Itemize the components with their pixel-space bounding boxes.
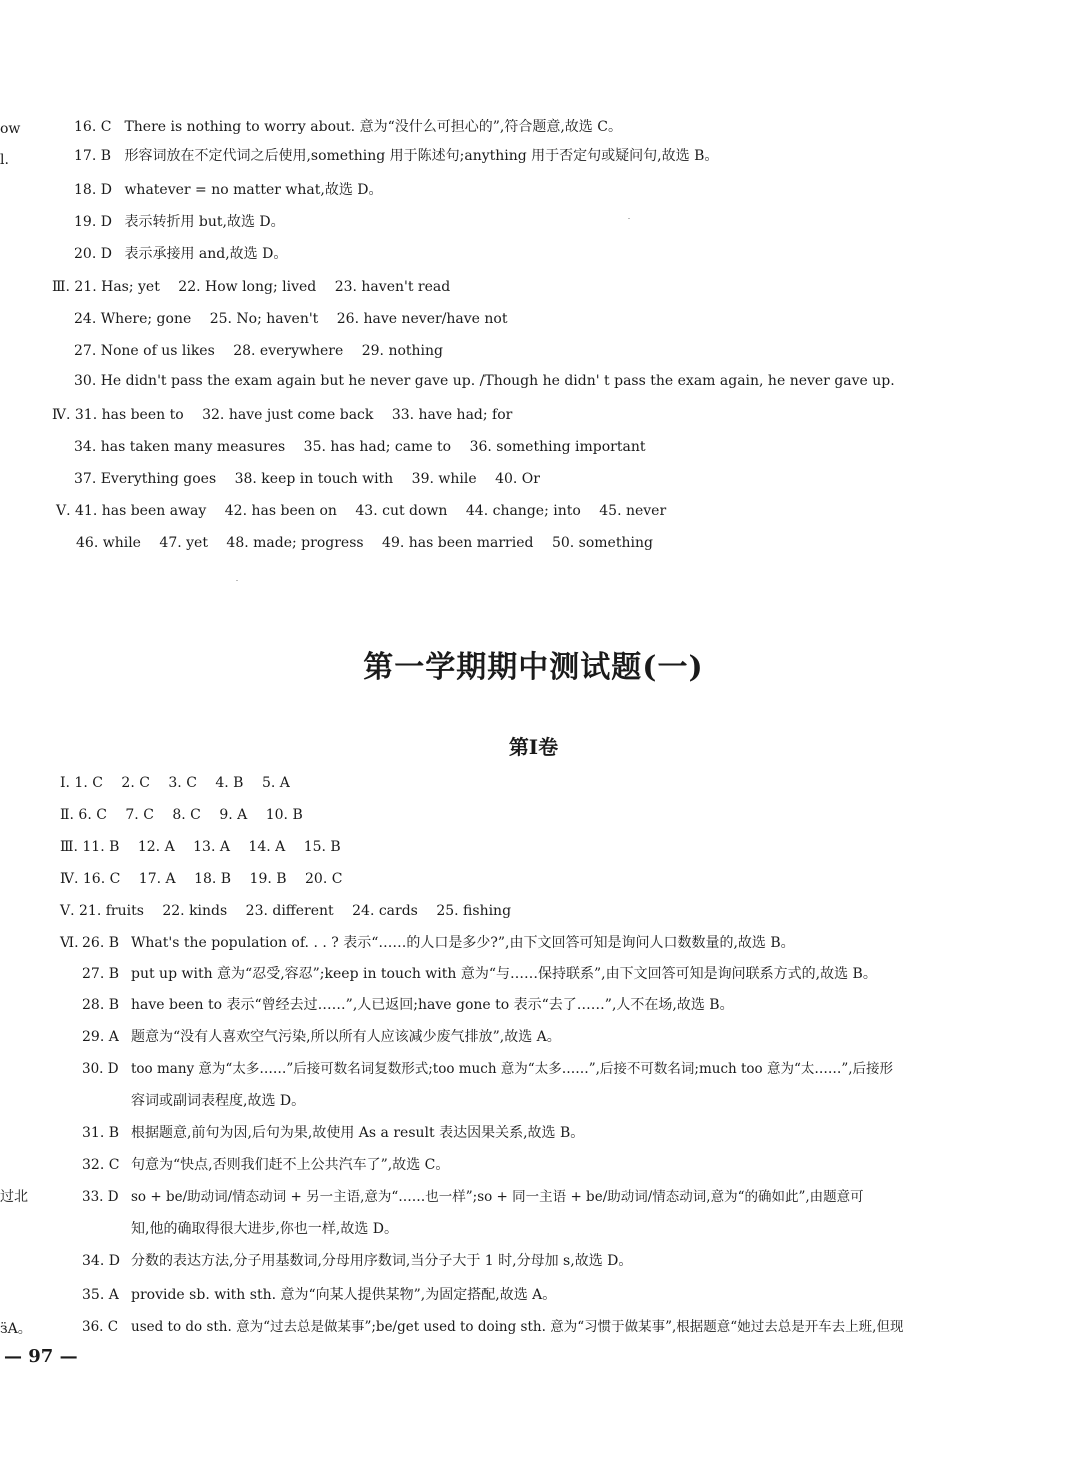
answer-item: 20. D 表示承接用 and,故选 D。 xyxy=(74,246,288,262)
explanation-item: 27. B put up with 意为“忍受,容忍”;keep in touch with 意为“与……保持联系”,由下文回答可知是询问联系方式的,故选 B。 xyxy=(82,966,877,982)
explanation-item: 34. D 分数的表达方法,分子用基数词,分母用序数词,当分子大于 1 时,分母加 s,故选 D。 xyxy=(82,1253,633,1269)
answer-line: 37. Everything goes 38. keep in touch with 39. while 40. Or xyxy=(74,471,540,487)
explanation-item: Ⅵ. 26. B What's the population of. . . ? 表示“……的人口是多少?”,由下文回答可知是询问人口数数量的,故选 B。 xyxy=(60,935,795,951)
explanation-item: 29. A 题意为“没有人喜欢空气污染,所以所有人应该减少废气排放”,故选 A。 xyxy=(82,1029,561,1045)
answer-line: Ⅳ. 16. C 17. A 18. B 19. B 20. C xyxy=(60,871,343,887)
answer-line: Ⅱ. 6. C 7. C 8. C 9. A 10. B xyxy=(60,807,303,823)
answer-line: 34. has taken many measures 35. has had; came to 36. something important xyxy=(74,439,646,455)
answer-line: 46. while 47. yet 48. made; progress 49. has been married 50. something xyxy=(76,535,653,551)
explanation-item: 28. B have been to 表示“曾经去过……”,人已返回;have gone to 表示“去了……”,人不在场,故选 B。 xyxy=(82,997,734,1013)
answer-line: 27. None of us likes 28. everywhere 29. nothing xyxy=(74,343,443,359)
answer-line: 24. Where; gone 25. No; haven't 26. have never/have not xyxy=(74,311,508,327)
margin-fragment: ӟA。 xyxy=(0,1321,32,1337)
explanation-item: 33. D so + be/助动词/情态动词 + 另一主语,意为“……也一样”;so + 同一主语 + be/助动词/情态动词,意为“的确如此”,由题意可 xyxy=(82,1189,864,1205)
explanation-item: 35. A provide sb. with sth. 意为“向某人提供某物”,为固定搭配,故选 A。 xyxy=(82,1287,557,1303)
answer-line: Ⅴ. 41. has been away 42. has been on 43. cut down 44. change; into 45. never xyxy=(56,503,667,519)
explanation-continuation: 知,他的确取得很大进步,你也一样,故选 D。 xyxy=(131,1221,399,1237)
explanation-item: 32. C 句意为“快点,否则我们赶不上公共汽车了”,故选 C。 xyxy=(82,1157,450,1173)
explanation-continuation: 容词或副词表程度,故选 D。 xyxy=(131,1093,306,1109)
answer-item: 19. D 表示转折用 but,故选 D。 xyxy=(74,214,285,230)
margin-fragment: ow xyxy=(0,121,21,137)
answer-line: Ⅳ. 31. has been to 32. have just come back 33. have had; for xyxy=(52,407,513,423)
scan-speck xyxy=(628,218,630,219)
test-title: 第一学期期中测试题(一) xyxy=(363,650,704,685)
explanation-item: 30. D too many 意为“太多……”后接可数名词复数形式;too much 意为“太多……”,后接不可数名词;much too 意为“太……”,后接形 xyxy=(82,1061,894,1077)
answer-line: 30. He didn't pass the exam again but he never gave up. /Though he didn' t pass the exam again, he never gave up. xyxy=(74,373,895,389)
answer-item: 17. B 形容词放在不定代词之后使用,something 用于陈述句;anything 用于否定句或疑问句,故选 B。 xyxy=(74,148,719,164)
answer-line: Ⅲ. 11. B 12. A 13. A 14. A 15. B xyxy=(60,839,341,855)
answer-line: Ⅲ. 21. Has; yet 22. How long; lived 23. haven't read xyxy=(52,279,451,295)
margin-fragment: 过北 xyxy=(0,1189,28,1205)
explanation-item: 36. C used to do sth. 意为“过去总是做某事”;be/get used to doing sth. 意为“习惯于做某事”,根据题意“她过去总是开车去上班,但现 xyxy=(82,1319,904,1335)
scan-speck xyxy=(236,580,238,581)
answer-line: Ⅰ. 1. C 2. C 3. C 4. B 5. A xyxy=(60,775,290,791)
answer-item: 16. C There is nothing to worry about. 意为“没什么可担心的”,符合题意,故选 C。 xyxy=(74,119,622,135)
answer-line: Ⅴ. 21. fruits 22. kinds 23. different 24. cards 25. fishing xyxy=(60,903,512,919)
volume-title: 第Ⅰ卷 xyxy=(508,735,559,759)
explanation-item: 31. B 根据题意,前句为因,后句为果,故使用 As a result 表达因果关系,故选 B。 xyxy=(82,1125,585,1141)
answer-item: 18. D whatever = no matter what,故选 D。 xyxy=(74,182,383,198)
margin-fragment: l. xyxy=(0,152,9,168)
page-number: — 97 — xyxy=(4,1346,78,1367)
